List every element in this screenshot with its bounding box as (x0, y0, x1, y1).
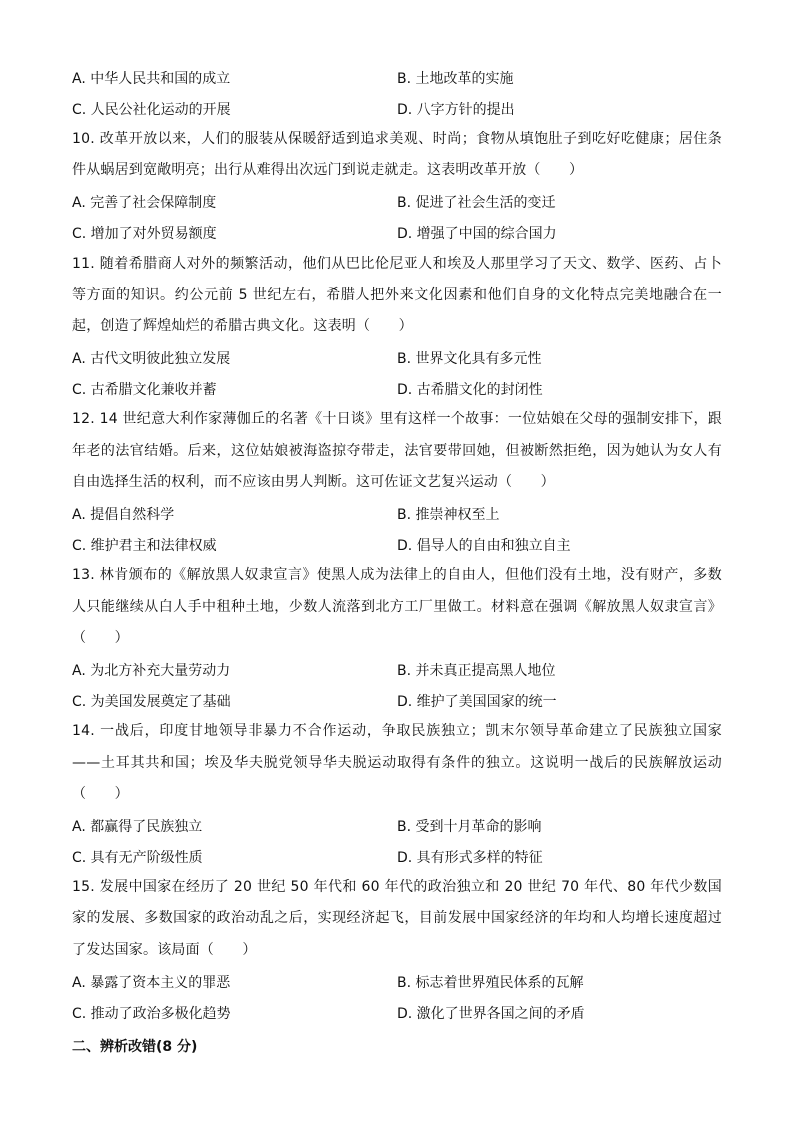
option-row (72, 997, 722, 1028)
exam-page (72, 62, 722, 1063)
question-stem: 11. 随着希腊商人对外的频繁活动，他们从巴比伦尼亚人和埃及人那里学习了天文、数学、医药、占卜等方面的知识。约公元前 5 世纪左右，希腊人把外来文化因素和他们自身的文化特点完美地融合在一起，创造了辉煌灿烂的希腊古典文化。这表明（ ） (72, 255, 722, 335)
option-b: B. 受到十月革命的影响 (397, 818, 542, 835)
option-row (72, 93, 722, 124)
option-c: C. 具有无产阶级性质 (72, 849, 203, 866)
question-stem: 12. 14 世纪意大利作家薄伽丘的名著《十日谈》里有这样一个故事：一位姑娘在父母的强制安排下，跟年老的法官结婚。后来，这位姑娘被海盗掠夺带走，法官要带回她，但被断然拒绝，因为她认为女人有自由选择生活的权利，而不应该由男人判断。这可佐证文艺复兴运动（ ） (72, 411, 722, 491)
option-row (72, 187, 722, 218)
question-14 (72, 716, 722, 872)
question-13 (72, 560, 722, 716)
option-d: D. 增强了中国的综合国力 (397, 226, 557, 243)
option-d: D. 古希腊文化的封闭性 (397, 381, 543, 398)
option-a: A. 都赢得了民族独立 (72, 818, 203, 835)
question-12 (72, 404, 722, 560)
option-row (72, 218, 722, 249)
option-b: B. 促进了社会生活的变迁 (397, 195, 556, 212)
option-c: C. 古希腊文化兼收并蓄 (72, 381, 217, 398)
option-a: A. 暴露了资本主义的罪恶 (72, 974, 231, 991)
option-d: D. 八字方针的提出 (397, 101, 515, 118)
option-a: A. 完善了社会保障制度 (72, 195, 217, 212)
option-row (72, 841, 722, 872)
option-a: A. 为北方补充大量劳动力 (72, 662, 231, 679)
question-15 (72, 872, 722, 1028)
option-row (72, 966, 722, 997)
option-b: B. 世界文化具有多元性 (397, 350, 542, 367)
option-c: C. 人民公社化运动的开展 (72, 101, 231, 118)
option-row (72, 654, 722, 685)
option-d: D. 具有形式多样的特征 (397, 849, 543, 866)
question-stem: 15. 发展中国家在经历了 20 世纪 50 年代和 60 年代的政治独立和 20 世纪 70 年代、80 年代少数国家的发展、多数国家的政治动乱之后，实现经济起飞，目前发展中国家经济的年均和人均增长速度超过了发达国家。该局面（ ） (72, 879, 722, 958)
question-stem: 13. 林肯颁布的《解放黑人奴隶宣言》使黑人成为法律上的自由人，但他们没有土地，没有财产，多数人只能继续从白人手中租种土地，少数人流落到北方工厂里做工。材料意在强调《解放黑人奴隶宣言》（ ） (72, 567, 722, 646)
question-stem: 10. 改革开放以来，人们的服装从保暖舒适到追求美观、时尚；食物从填饱肚子到吃好吃健康；居住条件从蜗居到宽敞明亮；出行从难得出次远门到说走就走。这表明改革开放（ ） (72, 131, 722, 179)
option-a: A. 提倡自然科学 (72, 506, 175, 523)
option-row (72, 529, 722, 560)
option-c: C. 增加了对外贸易额度 (72, 226, 217, 243)
option-row (72, 498, 722, 529)
question-stem: 14. 一战后，印度甘地领导非暴力不合作运动，争取民族独立；凯末尔领导革命建立了民族独立国家——土耳其共和国；埃及华夫脱党领导华夫脱运动取得有条件的独立。这说明一战后的民族解放运动（ ） (72, 723, 722, 802)
option-d: D. 激化了世界各国之间的矛盾 (397, 1005, 585, 1022)
option-row (72, 342, 722, 373)
question-10 (72, 124, 722, 249)
option-row (72, 685, 722, 716)
option-b: B. 标志着世界殖民体系的瓦解 (397, 974, 584, 991)
question-11 (72, 249, 722, 405)
option-c: C. 推动了政治多极化趋势 (72, 1005, 231, 1022)
option-c: C. 为美国发展奠定了基础 (72, 693, 231, 710)
prev-question-options (72, 62, 722, 124)
option-b: B. 土地改革的实施 (397, 70, 514, 87)
option-row (72, 373, 722, 404)
option-d: D. 维护了美国国家的统一 (397, 693, 557, 710)
option-row (72, 810, 722, 841)
section-title: 二、辨析改错(8 分) (72, 1039, 198, 1056)
option-d: D. 倡导人的自由和独立自主 (397, 537, 571, 554)
option-a: A. 古代文明彼此独立发展 (72, 350, 231, 367)
option-a: A. 中华人民共和国的成立 (72, 70, 231, 87)
option-row (72, 62, 722, 93)
option-c: C. 维护君主和法律权威 (72, 537, 217, 554)
option-b: B. 推崇神权至上 (397, 506, 500, 523)
option-b: B. 并未真正提高黑人地位 (397, 662, 556, 679)
